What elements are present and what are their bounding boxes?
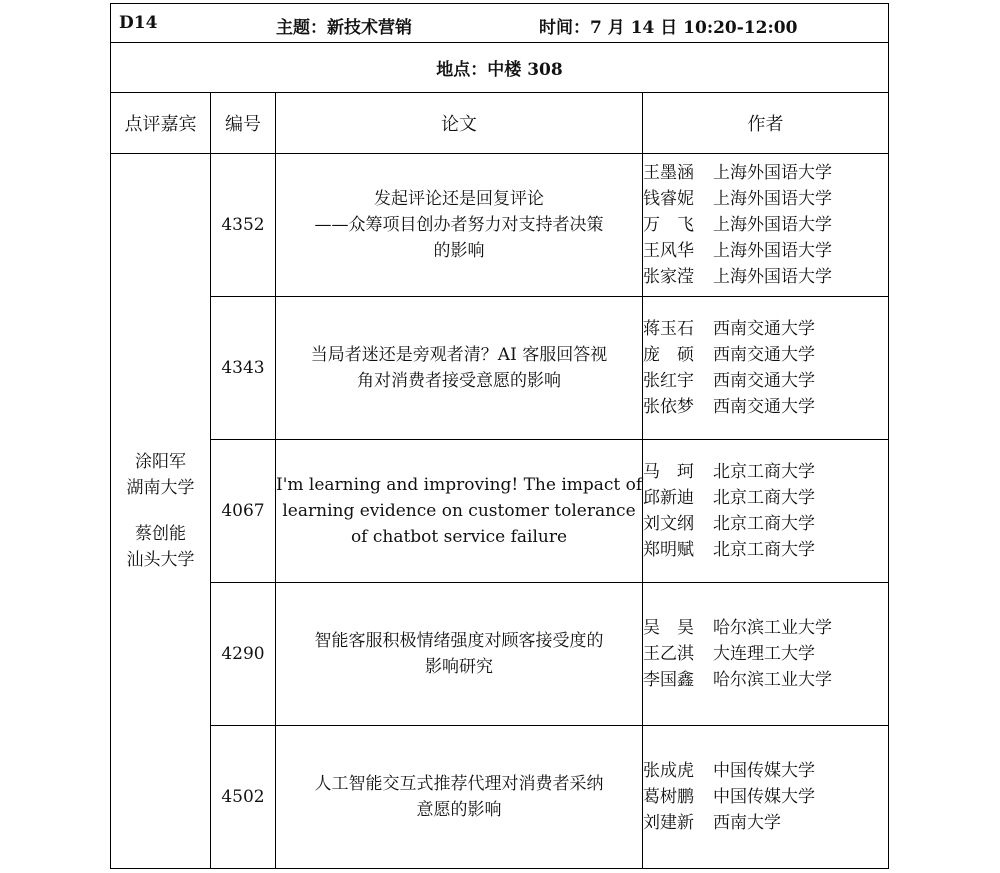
author-name: 张依梦 [643,397,694,417]
paper-title [276,297,643,440]
author-entry [643,615,888,641]
paper-number: 4352 [211,154,276,297]
paper-title-line: ——众筹项目创办者努力对支持者决策 [314,215,604,235]
column-header-paper: 论文 [276,93,643,154]
author-name: 邱新迪 [643,488,694,508]
author-name: 张家滢 [643,267,694,287]
paper-number: 4067 [211,440,276,583]
paper-title-line: 角对消费者接受意愿的影响 [357,371,561,391]
author-affiliation: 中国传媒大学 [713,761,815,781]
location-row [111,43,889,93]
author-entry [643,641,888,667]
author-name: 李国鑫 [643,670,694,690]
author-affiliation: 中国传媒大学 [713,787,815,807]
author-affiliation: 北京工商大学 [713,514,815,534]
paper-row [111,154,889,297]
reviewers-cell [111,154,211,869]
reviewer-affiliation: 湖南大学 [126,478,195,498]
author-affiliation: 北京工商大学 [713,488,815,508]
author-entry [643,160,888,186]
author-entry [643,212,888,238]
paper-row [111,583,889,726]
author-name: 张成虎 [643,761,694,781]
author-name: 万 飞 [643,215,694,235]
reviewer-name: 涂阳军 [135,452,186,472]
paper-title-line: learning evidence on customer tolerance [282,501,636,521]
session-table [110,3,889,869]
author-entry [643,264,888,290]
author-entry [643,368,888,394]
paper-title [276,726,643,869]
author-affiliation: 上海外国语大学 [713,215,832,235]
author-name: 王墨涵 [643,163,694,183]
author-name: 王风华 [643,241,694,261]
author-affiliation: 北京工商大学 [713,462,815,482]
author-entry [643,784,888,810]
reviewer-name: 蔡创能 [135,524,186,544]
author-affiliation: 上海外国语大学 [713,189,832,209]
author-entry [643,667,888,693]
paper-title-line: 当局者迷还是旁观者清？AI 客服回答视 [310,345,608,365]
author-affiliation: 上海外国语大学 [713,163,832,183]
author-name: 张红宇 [643,371,694,391]
paper-title-line: 人工智能交互式推荐代理对消费者采纳 [314,774,604,794]
reviewer-affiliation: 汕头大学 [126,550,195,570]
author-affiliation: 大连理工大学 [713,644,815,664]
author-affiliation: 哈尔滨工业大学 [713,670,832,690]
paper-title-line: 发起评论还是回复评论 [374,189,544,209]
author-entry [643,459,888,485]
author-name: 马 珂 [643,462,694,482]
author-list [643,440,889,583]
author-affiliation: 哈尔滨工业大学 [713,618,832,638]
paper-title-line: 意愿的影响 [416,800,502,820]
paper-title-line: 智能客服积极情绪强度对顾客接受度的 [314,631,604,651]
paper-title [276,583,643,726]
author-entry [643,186,888,212]
author-affiliation: 西南交通大学 [713,397,815,417]
author-affiliation: 西南交通大学 [713,345,815,365]
author-affiliation: 上海外国语大学 [713,241,832,261]
author-name: 刘文纲 [643,514,694,534]
author-entry [643,758,888,784]
author-entry [643,511,888,537]
author-list [643,154,889,297]
author-list [643,583,889,726]
author-name: 刘建新 [643,813,694,833]
author-list [643,297,889,440]
session-code: D14 [119,13,158,33]
paper-row [111,726,889,869]
session-location: 地点：中楼 308 [111,43,889,93]
session-header-row [111,4,889,43]
column-header-authors: 作者 [643,93,889,154]
author-name: 王乙淇 [643,644,694,664]
paper-title-line: 的影响 [433,241,485,261]
author-entry [643,537,888,563]
author-entry [643,238,888,264]
session-theme: 主题：新技术营销 [276,18,412,38]
author-name: 庞 硕 [643,345,694,365]
column-header-number: 编号 [211,93,276,154]
author-affiliation: 北京工商大学 [713,540,815,560]
author-entry [643,810,888,836]
paper-number: 4290 [211,583,276,726]
author-affiliation: 西南交通大学 [713,319,815,339]
paper-number: 4343 [211,297,276,440]
author-name: 郑明赋 [643,540,694,560]
author-entry [643,394,888,420]
paper-title [276,154,643,297]
author-name: 吴 昊 [643,618,694,638]
author-affiliation: 上海外国语大学 [713,267,832,287]
paper-title-line: I'm learning and improving! The impact of [276,475,643,495]
paper-title-line: of chatbot service failure [350,527,568,547]
column-header-reviewers: 点评嘉宾 [111,93,211,154]
session-time: 时间：7 月 14 日 10:20-12:00 [539,18,798,38]
paper-row [111,297,889,440]
author-entry [643,316,888,342]
paper-number: 4502 [211,726,276,869]
reviewer [111,521,210,573]
author-name: 蒋玉石 [643,319,694,339]
reviewer [111,449,210,501]
author-name: 葛树鹏 [643,787,694,807]
author-name: 钱睿妮 [643,189,694,209]
author-list [643,726,889,869]
paper-title [276,440,643,583]
paper-title-line: 影响研究 [425,657,493,677]
author-affiliation: 西南大学 [713,813,781,833]
author-entry [643,485,888,511]
author-affiliation: 西南交通大学 [713,371,815,391]
session-header-cell [111,4,889,43]
column-header-row [111,93,889,154]
author-entry [643,342,888,368]
paper-row [111,440,889,583]
